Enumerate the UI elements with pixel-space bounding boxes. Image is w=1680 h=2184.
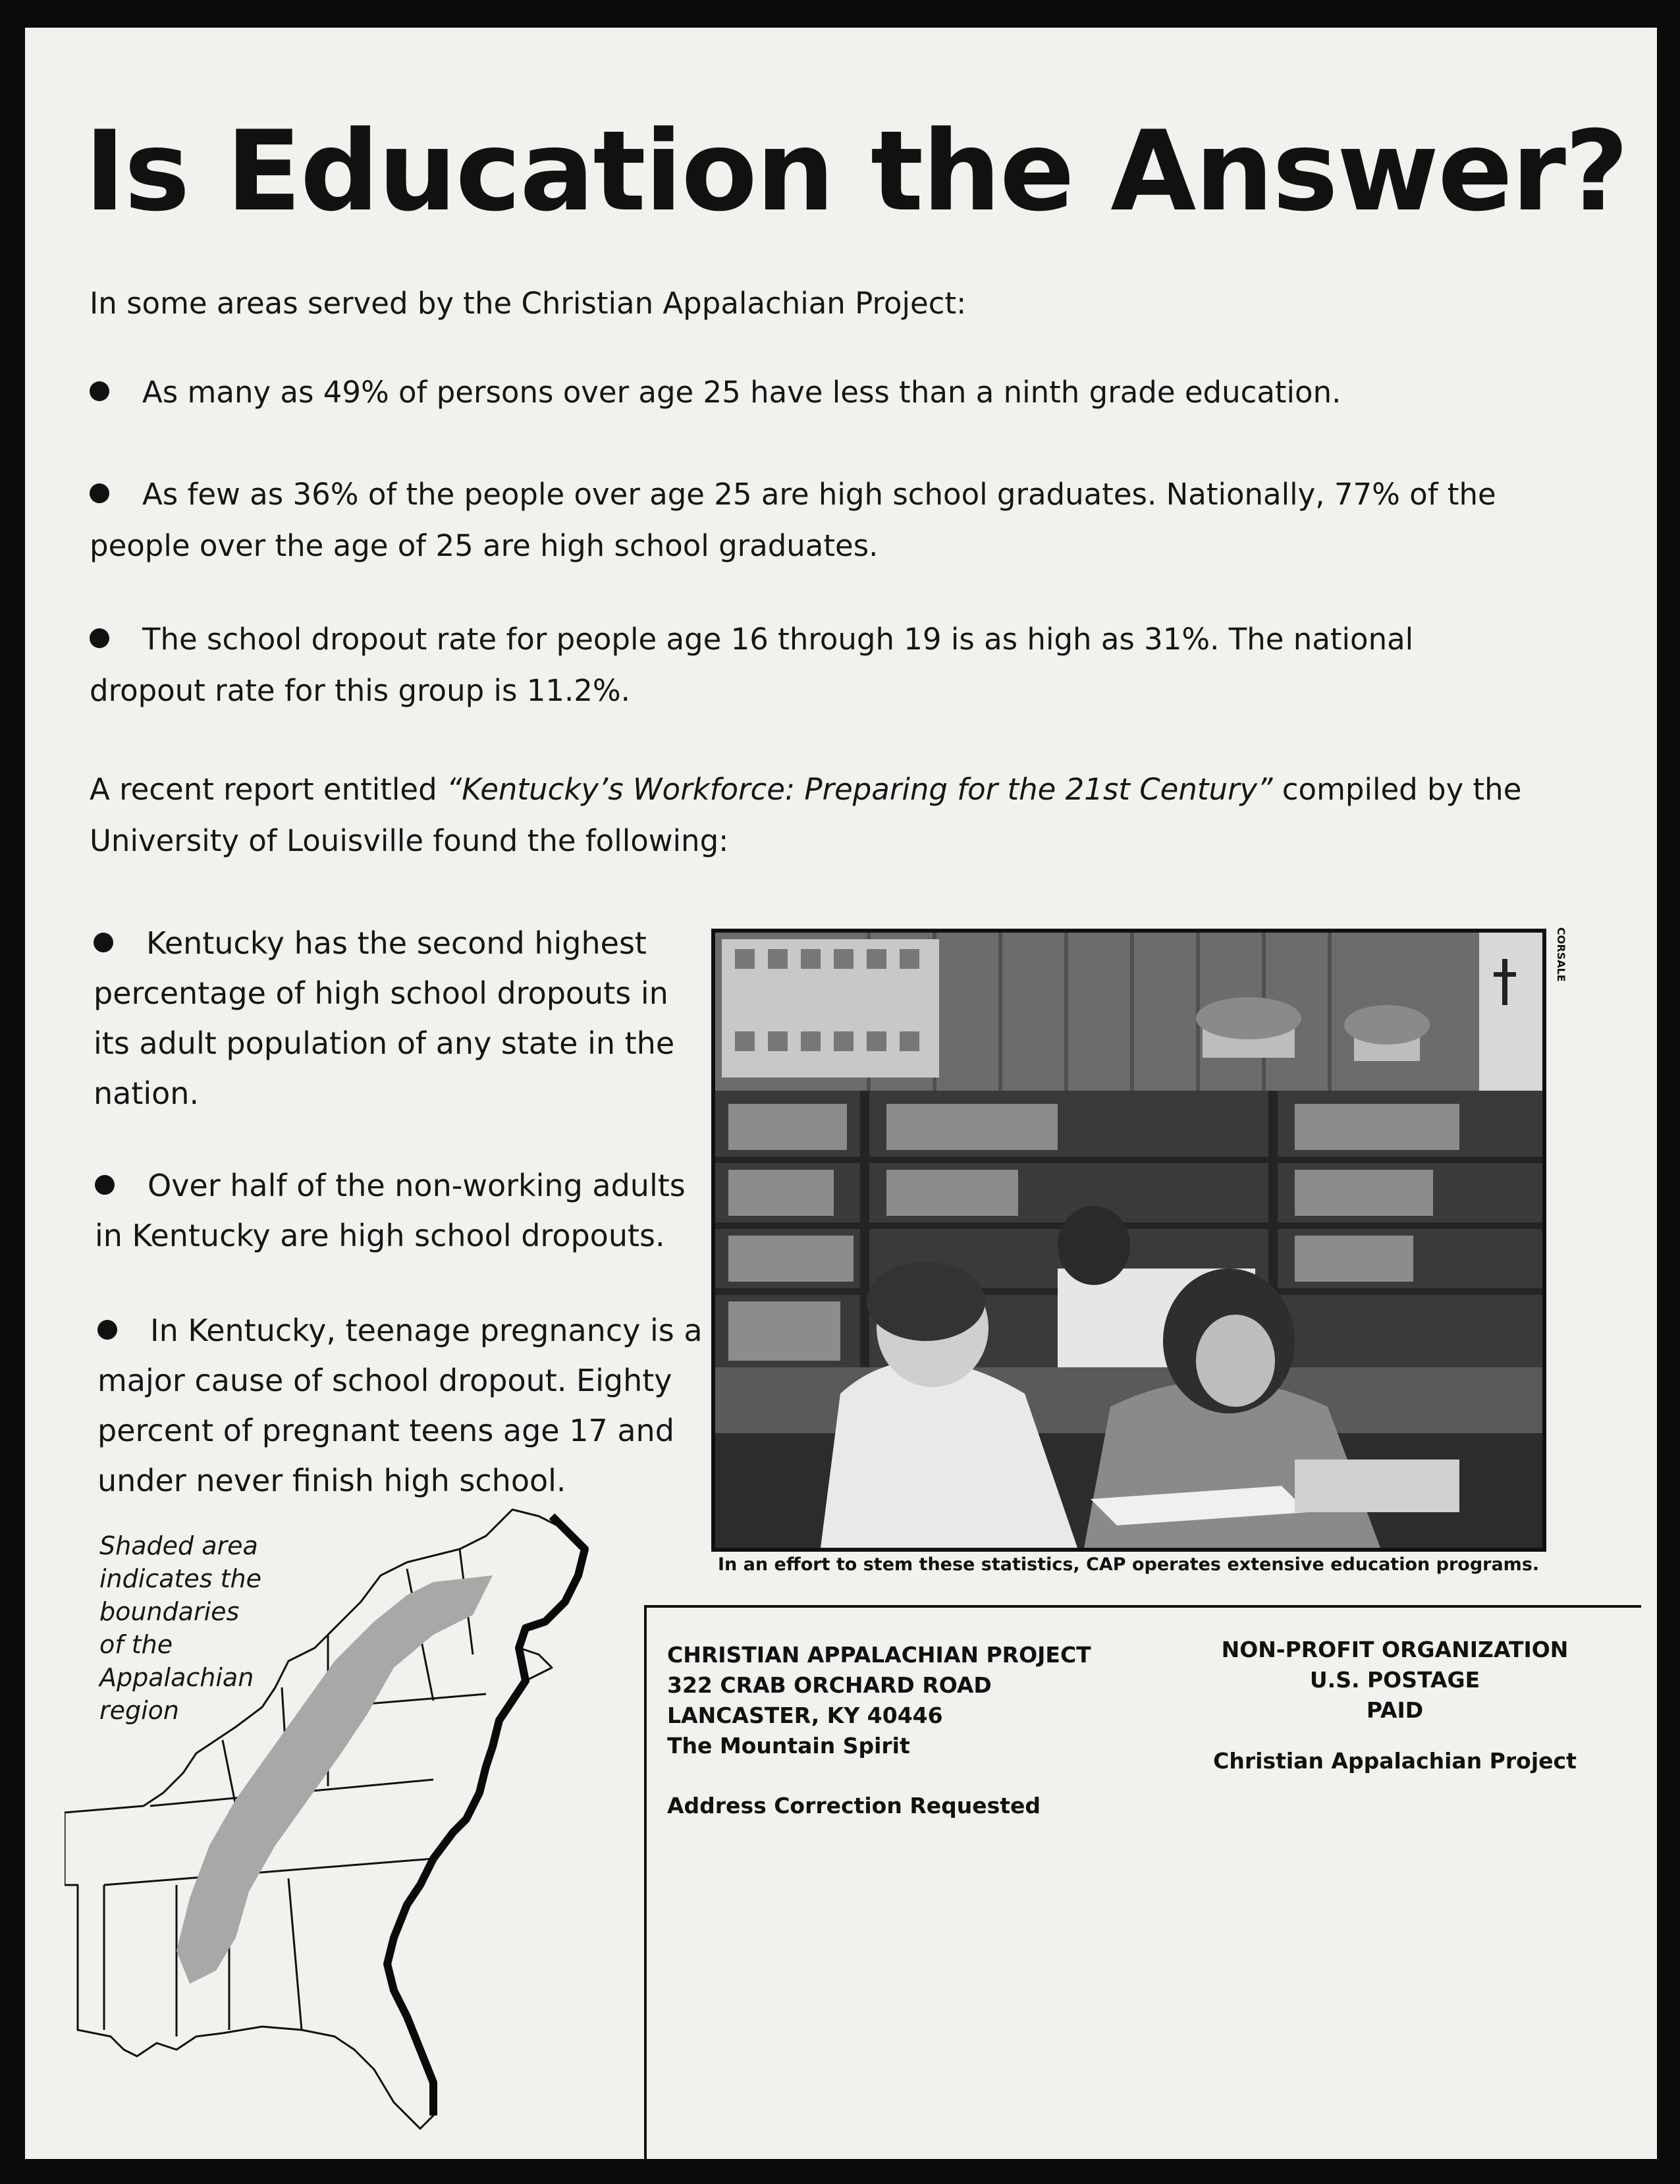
report-intro bbox=[90, 764, 1538, 867]
report-suffix: compiled by the University of Louisville found the following: bbox=[90, 772, 1522, 858]
return-address bbox=[667, 1640, 1091, 1761]
address-line: The Mountain Spirit bbox=[667, 1733, 910, 1759]
photo-illustration bbox=[715, 933, 1542, 1548]
bullet-dot bbox=[90, 381, 109, 401]
intro-text: In some areas served by the Christian Appalachian Project: bbox=[90, 286, 967, 321]
bullet-dot bbox=[97, 1320, 117, 1340]
bullet-text: Kentucky has the second highest percentage of high school dropouts in its adult population of any state in the nation. bbox=[94, 925, 675, 1111]
classroom-photo bbox=[711, 929, 1546, 1552]
bullet-dot bbox=[90, 628, 109, 648]
address-line: LANCASTER, KY 40446 bbox=[667, 1703, 943, 1728]
bullet-dot bbox=[94, 933, 113, 952]
photo-caption: In an effort to stem these statistics, CAP operates extensive education programs. bbox=[718, 1554, 1540, 1575]
left-bullet-item-3 bbox=[97, 1305, 710, 1506]
report-prefix: A recent report entitled bbox=[90, 772, 447, 807]
left-bullet-item-2 bbox=[95, 1160, 707, 1261]
photo-credit: CORSALE bbox=[1555, 927, 1567, 982]
bullet-text: As few as 36% of the people over age 25 are high school graduates. Nationally, 77% of the people over the age of 25 are high school graduates. bbox=[90, 477, 1496, 563]
bullet-dot bbox=[95, 1175, 115, 1195]
report-title: “Kentucky’s Workforce: Preparing for the 21st Century” bbox=[446, 772, 1273, 807]
bullet-text: The school dropout rate for people age 16 through 19 is as high as 31%. The national dropout rate for this group is 11.2%. bbox=[90, 622, 1414, 708]
postage-line: PAID bbox=[1366, 1697, 1424, 1723]
postage-line: U.S. POSTAGE bbox=[1309, 1667, 1480, 1693]
bullet-item-2 bbox=[90, 469, 1538, 572]
postage-indicia bbox=[1197, 1635, 1592, 1726]
bullet-item-1 bbox=[90, 367, 1571, 418]
postage-organization: Christian Appalachian Project bbox=[1213, 1748, 1577, 1774]
page-title: Is Education the Answer? bbox=[84, 107, 1628, 236]
address-line: 322 CRAB ORCHARD ROAD bbox=[667, 1672, 992, 1698]
bullet-dot bbox=[90, 483, 109, 503]
bullet-text: As many as 49% of persons over age 25 have less than a ninth grade education. bbox=[142, 375, 1341, 410]
bullet-text: Over half of the non-working adults in Kentucky are high school dropouts. bbox=[95, 1168, 686, 1253]
map-caption: Shaded area indicates the boundaries of the Appalachian region bbox=[99, 1531, 262, 1725]
bullet-item-3 bbox=[90, 614, 1538, 717]
document-page bbox=[25, 28, 1657, 2159]
postage-line: NON-PROFIT ORGANIZATION bbox=[1221, 1637, 1569, 1662]
address-line: CHRISTIAN APPALACHIAN PROJECT bbox=[667, 1642, 1091, 1668]
address-correction-note: Address Correction Requested bbox=[667, 1793, 1041, 1818]
bullet-text: In Kentucky, teenage pregnancy is a major cause of school dropout. Eighty percent of pregnant teens age 17 and under never finish high school. bbox=[97, 1313, 703, 1498]
left-bullet-item-1 bbox=[94, 918, 706, 1118]
